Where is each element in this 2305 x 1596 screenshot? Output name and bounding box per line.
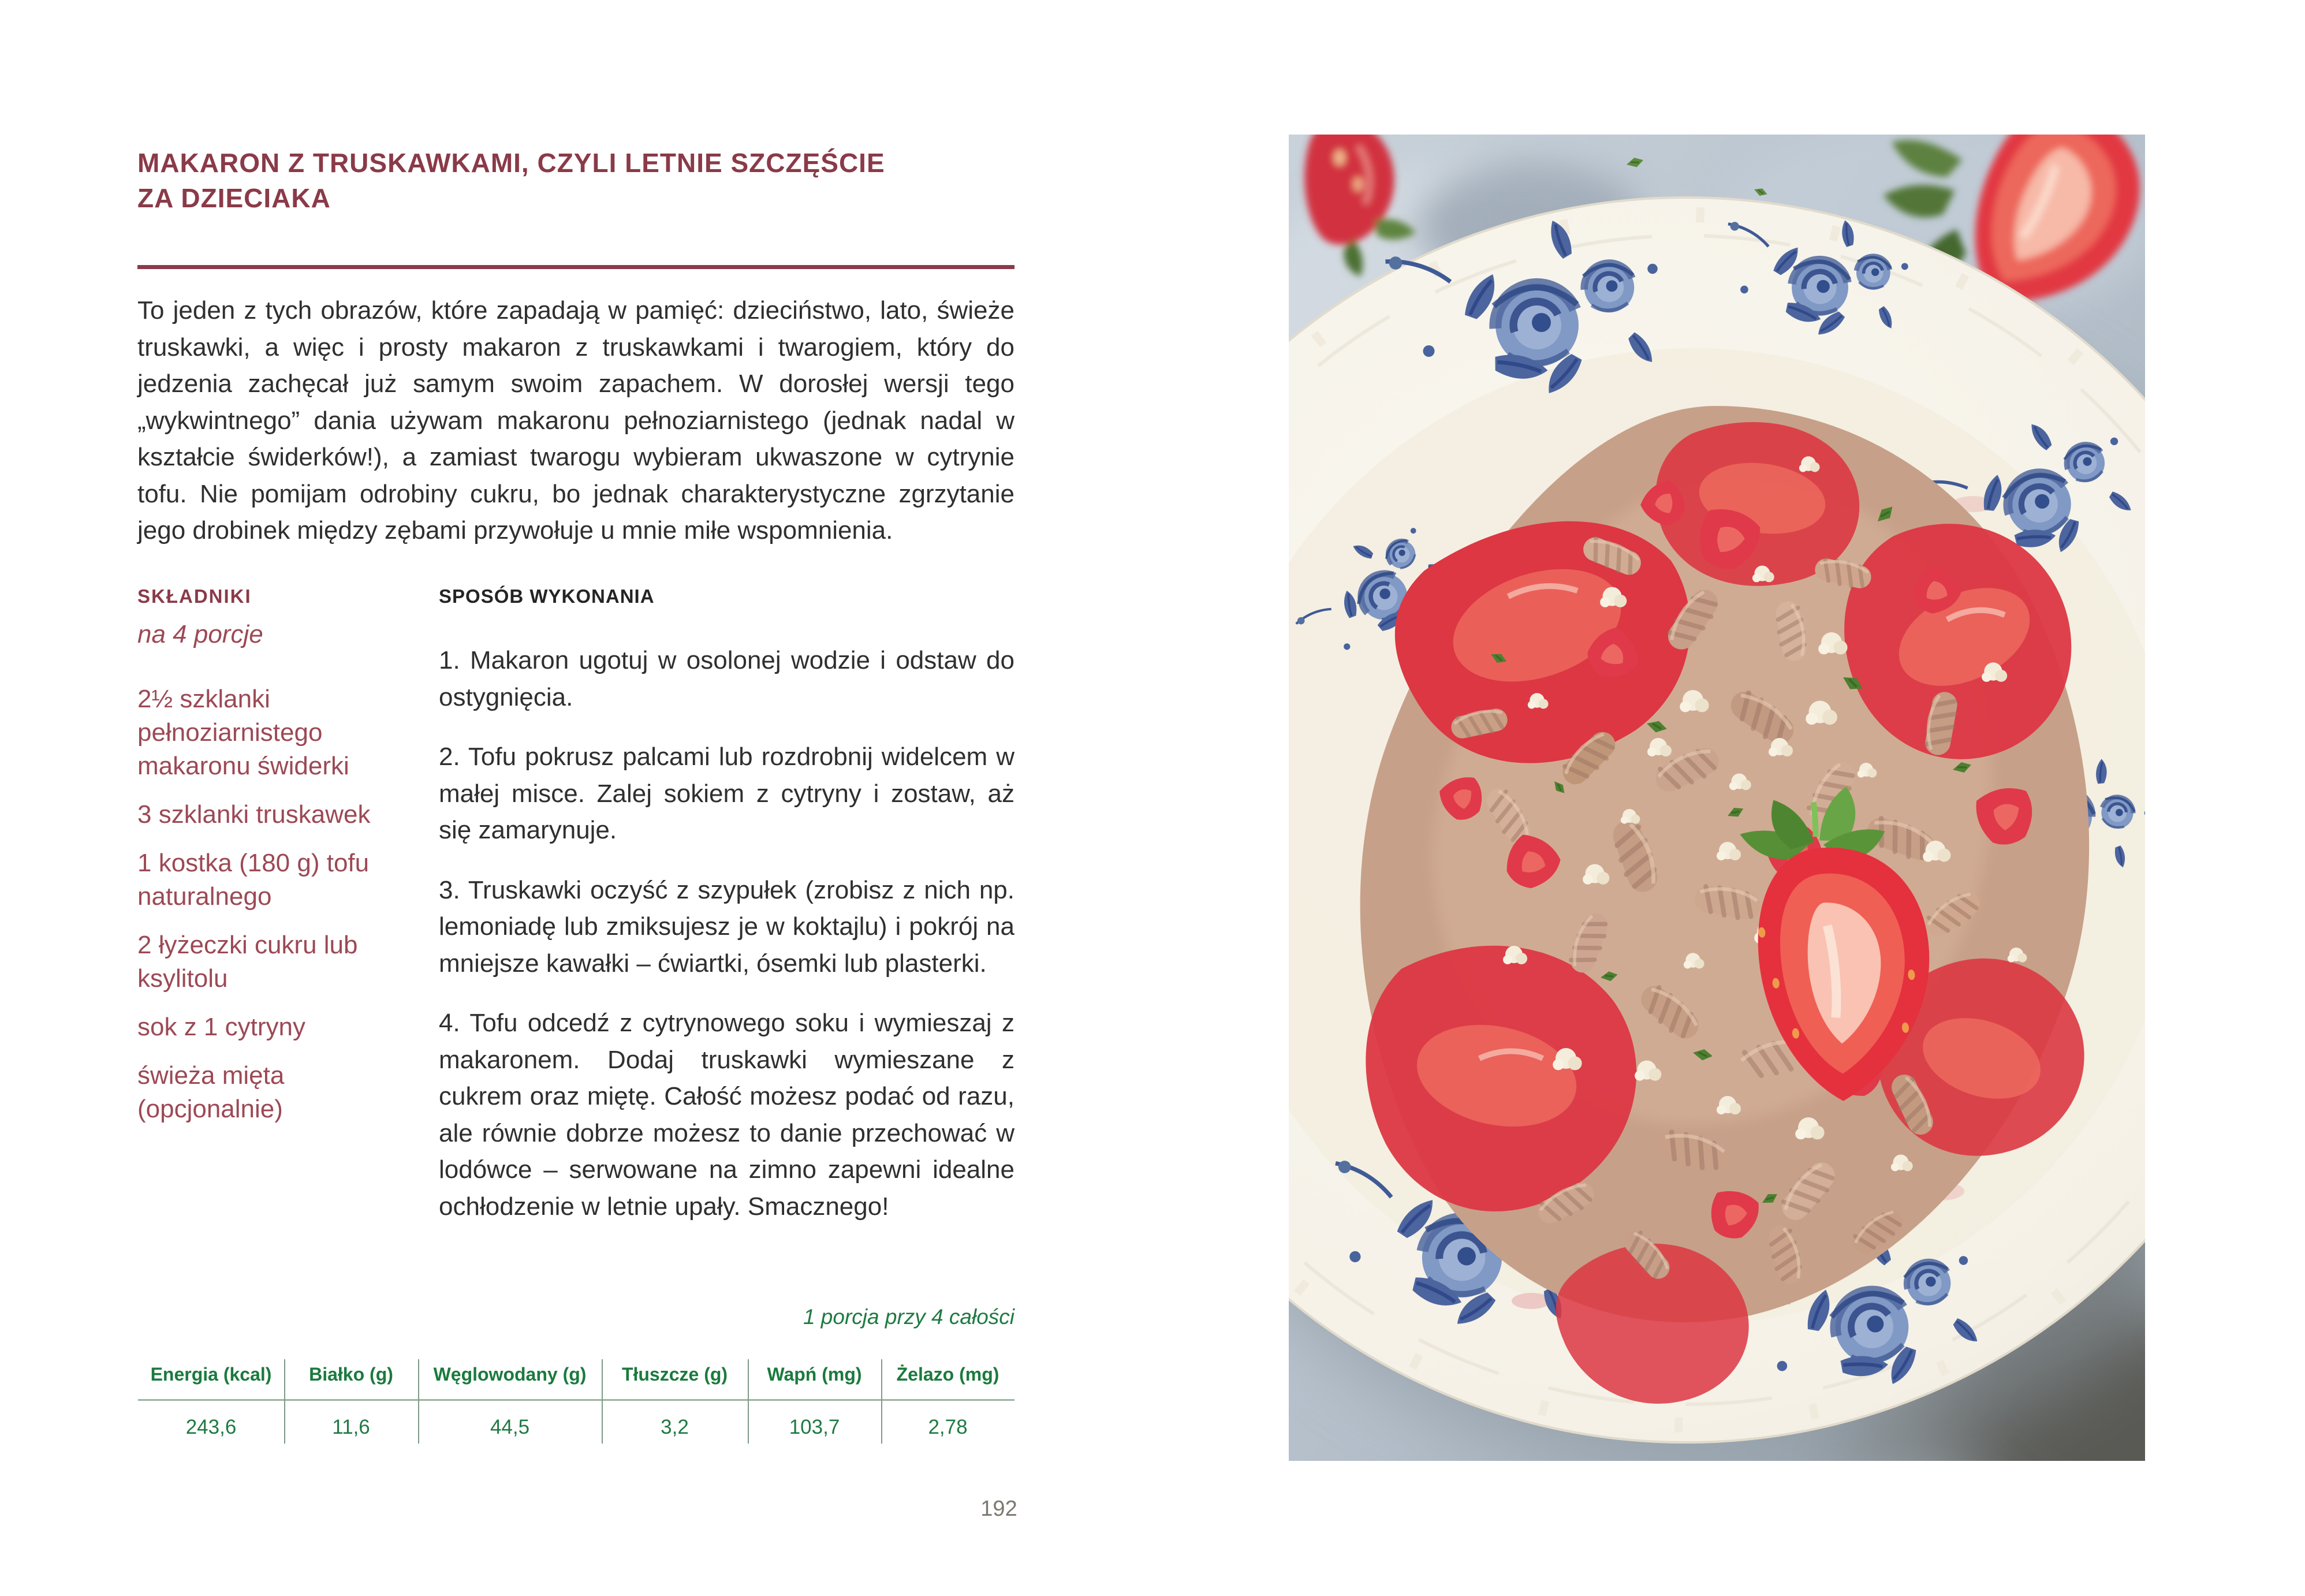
ingredient-item: 3 szklanki truskawek xyxy=(137,800,371,829)
nutrition-header-cell: Tłuszcze (g) xyxy=(621,1364,728,1385)
ingredient-item: 2 łyżeczki cukru lub ksylitolu xyxy=(137,931,358,993)
nutrition-value-row xyxy=(138,1401,1015,1439)
recipe-photo xyxy=(1289,135,2145,1461)
nutrition-column-line xyxy=(881,1359,882,1444)
recipe-title-line-1: MAKARON Z TRUSKAWKAMI, CZYLI LETNIE SZCZĘŚCIE xyxy=(137,148,885,178)
nutrition-header-cell: Wapń (mg) xyxy=(767,1364,862,1385)
nutrition-header-cell: Energia (kcal) xyxy=(150,1364,272,1385)
method-step: 1. Makaron ugotuj w osolonej wodzie i odstaw do ostygnięcia. xyxy=(439,646,1015,711)
intro-paragraph: To jeden z tych obrazów, które zapadają w pamięć: dzieciństwo, lato, świeże truskawki, a więc i prosty makaron z truskawkami i twarogiem, który do jedzenia zachęcał już samym swoim zapachem. W dorosłej wersji tego „wykwintnego” dania używam makaronu pełnoziarnistego (jednak nadal w kształcie świderków!), a zamiast twarogu wybieram ukwaszone w cytrynie tofu. Nie pomijam odrobiny cukru, bo jednak charakterystyczne zgrzytanie jego drobinek między zębami przywołuje u mnie miłe wspomnienia. xyxy=(137,296,1015,545)
nutrition-value-cell: 44,5 xyxy=(490,1416,530,1438)
nutrition-header-cell: Węglowodany (g) xyxy=(433,1364,587,1385)
ingredient-item: 1 kostka (180 g) tofu naturalnego xyxy=(137,849,370,911)
servings-note: na 4 porcje xyxy=(137,620,263,648)
nutrition-value-cell: 3,2 xyxy=(661,1416,689,1438)
nutrition-header-cell: Białko (g) xyxy=(309,1364,393,1385)
ingredients-header: SKŁADNIKI xyxy=(137,586,252,607)
nutrition-header-cell: Żelazo (mg) xyxy=(896,1364,999,1385)
nutrition-header-row xyxy=(138,1358,1015,1399)
nutrition-table xyxy=(138,1358,1015,1445)
portion-note: 1 porcja przy 4 całości xyxy=(803,1305,1015,1329)
recipe-title xyxy=(137,146,1061,216)
nutrition-column-line xyxy=(284,1359,285,1444)
nutrition-value-cell: 103,7 xyxy=(789,1416,840,1438)
method-step: 3. Truskawki oczyść z szypułek (zrobisz z nich np. lemoniadę lub zmiksujesz je w koktajlu) i pokrój na mniejsze kawałki – ćwiartki, ósemki lub plasterki. xyxy=(439,875,1015,978)
method-step: 2. Tofu pokrusz palcami lub rozdrobnij widelcem w małej misce. Zalej sokiem z cytryny i zostaw, aż się zamarynuje. xyxy=(439,743,1015,844)
recipe-title-line-2: ZA DZIECIAKA xyxy=(137,183,331,213)
ingredient-item: świeża mięta (opcjonalnie) xyxy=(137,1061,285,1123)
ingredient-item: sok z 1 cytryny xyxy=(137,1013,305,1041)
ingredients-section xyxy=(137,586,429,1141)
method-step: 4. Tofu odcedź z cytrynowego soku i wymieszaj z makaronem. Dodaj truskawki wymieszane z cukrem oraz miętę. Całość możesz podać od razu, ale równie dobrze możesz to danie przechować w lodówce – serwowane na zimno zapewni idealne ochłodzenie w letnie upały. Smacznego! xyxy=(439,1009,1015,1221)
nutrition-value-cell: 243,6 xyxy=(185,1416,237,1438)
ingredient-item: 2½ szklanki pełnoziarnistego makaronu świderki xyxy=(137,685,349,780)
recipe-photo-scene xyxy=(1289,135,2145,1461)
nutrition-value-cell: 2,78 xyxy=(928,1416,968,1438)
title-underline xyxy=(137,265,1015,269)
method-header: SPOSÓB WYKONANIA xyxy=(439,586,655,607)
nutrition-column-line xyxy=(748,1359,749,1444)
nutrition-column-line xyxy=(602,1359,603,1444)
nutrition-value-cell: 11,6 xyxy=(332,1416,370,1438)
nutrition-column-line xyxy=(418,1359,419,1444)
page-number: 192 xyxy=(980,1497,1017,1521)
method-section xyxy=(439,586,1015,1248)
